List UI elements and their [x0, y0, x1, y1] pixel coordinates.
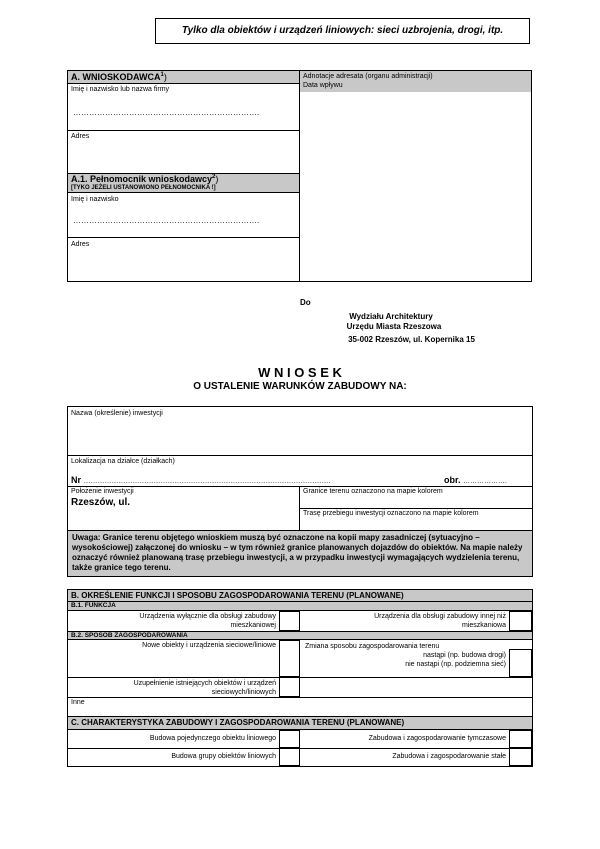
divider [68, 486, 532, 487]
b2-supplement-checkbox[interactable] [279, 677, 300, 697]
characteristics-title: C. CHARAKTERYSTYKA ZABUDOWY I ZAGOSPODAROWANIA TERENU (PLANOWANE) [71, 718, 405, 727]
applicant-address-field[interactable] [68, 142, 299, 173]
applicant-header [68, 71, 299, 84]
scope-note: Tylko dla obiektów i urządzeń liniowych: sieci uzbrojenia, drogi, itp. [155, 18, 530, 44]
b2-supplement-option [71, 679, 276, 697]
divider [68, 748, 532, 749]
c-temporary-checkbox[interactable] [509, 730, 532, 748]
recipient-line2: Urzędu Miasta Rzeszowa [346, 322, 442, 331]
footnote-2: 2 [212, 174, 216, 180]
applicant-name-field[interactable]: ……………………………………………………………. [73, 108, 260, 117]
proxy-header [68, 173, 299, 193]
proxy-title: A.1. Pełnomocnik wnioskodawcy [71, 174, 213, 184]
b2-new-checkbox[interactable] [279, 640, 300, 677]
annotations-line1: Adnotacje adresata (organu administracji) [303, 73, 433, 80]
b2-change-checkbox[interactable] [509, 649, 532, 677]
plot-nr-field[interactable]: ……………………………………………………………………………………………. [83, 478, 331, 485]
b1-residential-line2: mieszkaniowej [230, 622, 276, 629]
b1-header [68, 602, 532, 611]
c-permanent-label: Zabudowa i zagospodarowanie stałe [392, 753, 506, 760]
b1-title: B.1. FUNKCJA [71, 602, 116, 609]
b2-header [68, 631, 532, 640]
investment-name-label: Nazwa (określenie) inwestycji [71, 410, 163, 417]
proxy-address-field[interactable] [68, 251, 299, 281]
investment-name-field[interactable] [68, 419, 532, 456]
c-single-checkbox[interactable] [279, 730, 300, 748]
boundary-color-label: Granice terenu oznaczono na mapie kolorem [303, 488, 443, 495]
annotations-box [299, 70, 532, 282]
footnote-1: 1 [160, 72, 164, 78]
precinct-field[interactable]: ………………. [463, 478, 507, 485]
b2-change-line2: nastąpi (np. budowa drogi) [423, 652, 506, 659]
divider [68, 697, 532, 698]
b1-option-residential [71, 612, 276, 630]
b2-other-field[interactable] [68, 707, 532, 716]
proxy-address-label: Adres [71, 241, 90, 248]
b2-title: B.2. SPOSÓB ZAGOSPODAROWANIA [71, 632, 188, 639]
b2-change-option [303, 642, 506, 669]
applicant-address-label: Adres [71, 133, 90, 140]
b1-other-line1: Urządzenia dla obsługi zabudowy innej niż [374, 613, 506, 620]
form-subtitle: O USTALENIE WARUNKÓW ZABUDOWY NA: [193, 381, 407, 392]
b2-other-label: Inne [71, 699, 85, 706]
c-single-label: Budowa pojedynczego obiektu liniowego [149, 735, 276, 742]
divider [68, 130, 299, 131]
divider [68, 455, 532, 456]
characteristics-section [67, 716, 533, 767]
proxy-note: [TYKO JEŻELI USTANOWIONO PEŁNOMOCNIKA !] [71, 185, 216, 191]
map-note [67, 530, 533, 577]
recipient-line3: 35-002 Rzeszów, ul. Kopernika 15 [348, 335, 475, 344]
plot-number-row [71, 475, 330, 485]
c-temporary-label: Zabudowa i zagospodarowanie tymczasowe [368, 735, 506, 742]
precinct-label: obr. [444, 475, 461, 485]
footnote-bracket: ) [215, 174, 219, 184]
proxy-name-label: Imię i nazwisko [71, 196, 119, 203]
plot-nr-label: Nr [71, 475, 82, 485]
position-label: Położenie inwestycji [71, 488, 134, 495]
c-group-label: Budowa grupy obiektów liniowych [171, 753, 276, 760]
b1-other-line2: mieszkaniowa [462, 622, 506, 629]
route-color-label: Trasę przebiegu inwestycji oznaczono na mapie kolorem [303, 510, 479, 517]
applicant-title: A. WNIOSKODAWCA [71, 72, 161, 82]
b2-supplement-line2: sieciowych/liniowych [211, 689, 276, 696]
position-value[interactable]: Rzeszów, ul. [71, 497, 131, 508]
c-group-checkbox[interactable] [279, 748, 300, 766]
divider [68, 677, 532, 678]
footnote-bracket: ) [163, 72, 167, 82]
b2-change-line3: nie nastąpi (np. podziemna sieć) [405, 661, 506, 668]
recipient-line1: Wydziału Architektury [349, 312, 433, 321]
divider [68, 237, 299, 238]
b1-other-checkbox[interactable] [509, 611, 532, 631]
receipt-date-label: Data wpływu [303, 82, 343, 89]
proxy-name-field[interactable]: ……………………………………………………………. [73, 216, 260, 225]
location-label: Lokalizacja na działce (działkach) [71, 458, 175, 465]
precinct-row [444, 475, 507, 485]
applicant-name-label: Imię i nazwisko lub nazwa firmy [71, 86, 170, 93]
b1-residential-line1: Urządzenia wyłącznie dla obsługi zabudowy [139, 613, 276, 620]
b1-option-other [303, 612, 506, 630]
form-title: W N I O S E K [258, 365, 342, 380]
investment-section [67, 406, 533, 531]
characteristics-header [68, 717, 532, 730]
function-header [68, 590, 532, 602]
b1-residential-checkbox[interactable] [279, 611, 300, 631]
applicant-section [67, 70, 300, 282]
divider [299, 508, 532, 509]
b2-supplement-line1: Uzupełnienie istniejących obiektów i urządzeń [133, 680, 276, 687]
c-permanent-checkbox[interactable] [509, 748, 532, 766]
map-note-text: Uwaga: Granice terenu objętego wnioskiem muszą być oznaczone na kopii mapy zasadniczej (sytuacyjno – wysokościowej) załączonej do wniosku – w tym również granice planowanych dojazdów do obiektów. Na mapie należy oznaczyć również planowaną trasę przebiegu inwestycji, a w przypadku inwestycji wymagających wydzielenia terenu, także granice tego terenu. [72, 533, 523, 572]
function-title: B. OKREŚLENIE FUNKCJI I SPOSOBU ZAGOSPODAROWANIA TERENU (PLANOWANE) [71, 591, 404, 600]
b2-change-line1: Zmiana sposobu zagospodarowania terenu [305, 643, 440, 650]
recipient-do: Do [300, 298, 311, 307]
b2-new-label: Nowe obiekty i urządzenia sieciowe/liniowe [142, 642, 276, 649]
annotations-header [300, 71, 531, 92]
function-section [67, 589, 533, 717]
